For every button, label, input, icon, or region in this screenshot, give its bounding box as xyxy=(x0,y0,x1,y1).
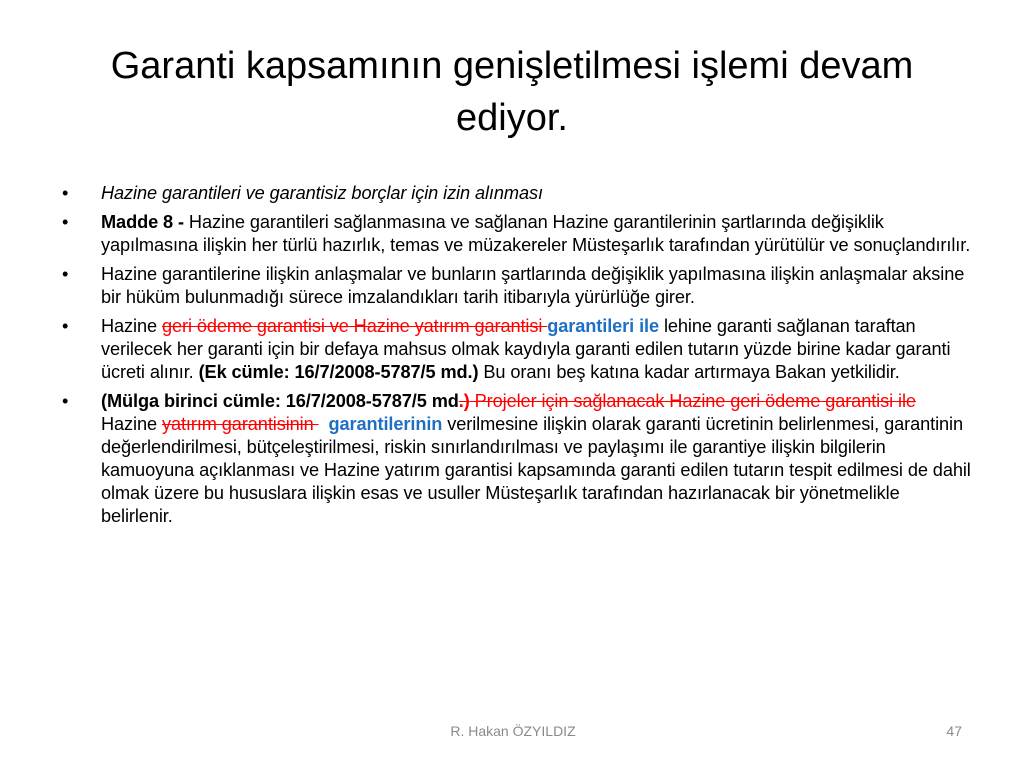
deleted-text: Projeler için sağlanacak Hazine geri ödeme garantisi ile xyxy=(469,391,916,411)
inserted-text: garantilerinin xyxy=(328,414,443,434)
bullet-icon: • xyxy=(62,316,69,336)
bullet-icon: • xyxy=(62,391,69,411)
deleted-text: .) xyxy=(458,391,470,411)
bullet-icon: • xyxy=(62,212,69,232)
bullet-item xyxy=(62,211,972,257)
footer-author: R. Hakan ÖZYILDIZ xyxy=(450,723,576,739)
deleted-text: yatırım garantisinin xyxy=(161,414,319,434)
bullet-text: Hazine garantileri ve garantisiz borçlar için izin alınması xyxy=(101,183,543,203)
bullet-item xyxy=(62,315,972,384)
page-number: 47 xyxy=(946,723,962,739)
bullet-text: Bu oranı beş katına kadar artırmaya Bakan yetkilidir. xyxy=(478,362,900,382)
deleted-text: geri ödeme garantisi ve Hazine yatırım garantisi xyxy=(161,316,548,336)
bullet-item xyxy=(62,263,972,309)
bullet-item xyxy=(62,182,972,205)
slide-title: Garanti kapsamının genişletilmesi işlemi devam ediyor. xyxy=(110,45,914,139)
bullet-text: Hazine xyxy=(101,316,162,336)
bullet-text: Hazine garantileri sağlanmasına ve sağlanan Hazine garantilerinin şartlarında değişiklik yapılmasına ilişkin her türlü hazırlık, temas ve müzakereler Müsteşarlık tarafından yürütülür ve sonuçlandırılır. xyxy=(101,212,971,255)
amendment-note: (Ek cümle: 16/7/2008-5787/5 md.) xyxy=(198,362,479,382)
slide-content xyxy=(62,182,972,534)
spacer xyxy=(319,414,329,434)
bullet-text: verilmesine ilişkin olarak garanti ücretinin belirlenmesi, garantinin değerlendirilmesi, bütçeleştirilmesi, riskin sınırlandırılması ve paylaşımı ile garantiye ilişkin bilgilerin kamuoyuna açıklanması ve Hazine yatırım garantisi kapsamında garanti edilen tutarın tespit edilmesi de dahil olmak üzere bu hususlara ilişkin esas ve usuller Müsteşarlık tarafından hazırlanacak bir yönetmelikle belirlenir. xyxy=(101,414,971,526)
bullet-text: lehine garanti sağlanan taraftan verilecek her garanti için bir defaya mahsus olmak kaydıyla garanti edilen tutarın yüzde birine kadar garanti ücreti alınır. xyxy=(101,316,951,382)
bullet-icon: • xyxy=(62,264,69,284)
inserted-text: garantileri ile xyxy=(547,316,659,336)
bullet-text: Hazine xyxy=(101,414,162,434)
bullet-icon: • xyxy=(62,183,69,203)
repeal-note: (Mülga birinci cümle: 16/7/2008-5787/5 md xyxy=(101,391,459,411)
bullet-item xyxy=(62,390,972,528)
bullet-text: Hazine garantilerine ilişkin anlaşmalar ve bunların şartlarında değişiklik yapılmasına ilişkin anlaşmalar aksine bir hüküm bulunmadığı sürece imzalandıkları tarih itibarıyla yürürlüğe girer. xyxy=(101,264,965,307)
article-heading: Madde 8 - xyxy=(101,212,184,232)
